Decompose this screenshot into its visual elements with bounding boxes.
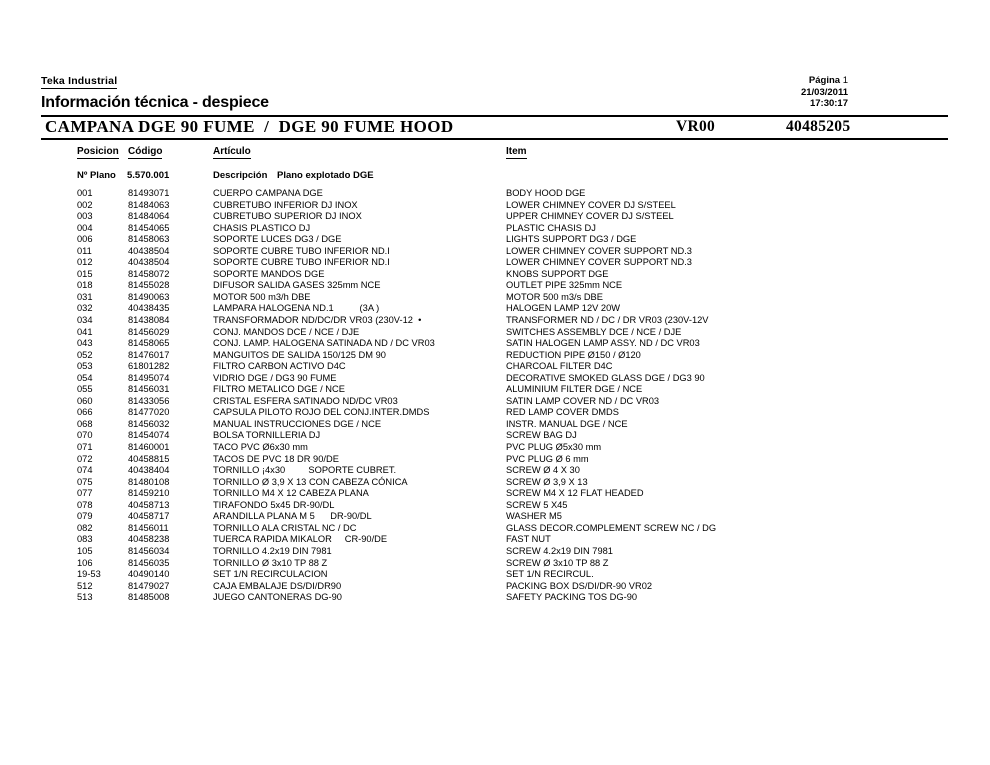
- cell-code: 40438404: [128, 465, 170, 476]
- cell-code: 40438504: [128, 245, 170, 256]
- cell-article: TIRAFONDO 5x45 DR-90/DL: [213, 499, 335, 510]
- cell-item: LIGHTS SUPPORT DG3 / DGE: [506, 234, 637, 245]
- cell-position: 068: [77, 418, 93, 429]
- model-band: [41, 116, 948, 138]
- cell-position: 513: [77, 592, 93, 603]
- cell-article: CAJA EMBALAJE DS/DI/DR90: [213, 580, 342, 591]
- table-row: [0, 361, 990, 373]
- table-row: [0, 269, 990, 281]
- cell-item: BODY HOOD DGE: [506, 188, 586, 198]
- table-row: [0, 303, 990, 315]
- cell-item: GLASS DECOR.COMPLEMENT SCREW NC / DG: [506, 522, 717, 533]
- plano-value: 5.570.001: [127, 170, 170, 181]
- cell-position: 012: [77, 257, 93, 268]
- cell-position: 052: [77, 349, 93, 360]
- cell-article: TORNILLO ALA CRISTAL NC / DC: [213, 522, 357, 533]
- table-row: [0, 384, 990, 396]
- cell-article: VIDRIO DGE / DG3 90 FUME: [213, 372, 337, 383]
- company-name: Teka Industrial: [41, 75, 118, 87]
- cell-item: TRANSFORMER ND / DC / DR VR03 (230V-12V: [506, 315, 709, 326]
- description-label: Descripción: [213, 170, 268, 181]
- cell-position: 003: [77, 211, 93, 222]
- cell-article: ARANDILLA PLANA M 5 DR-90/DL: [213, 511, 372, 522]
- cell-position: 018: [77, 280, 93, 291]
- table-row: [0, 257, 990, 269]
- table-row: [0, 454, 990, 466]
- cell-item: LOWER CHIMNEY COVER DJ S/STEEL: [506, 199, 676, 210]
- cell-item: SCREW Ø 4 X 30: [506, 465, 580, 476]
- cell-position: 002: [77, 199, 93, 210]
- cell-item: DECORATIVE SMOKED GLASS DGE / DG3 90: [506, 372, 705, 383]
- cell-code: 81456031: [128, 384, 170, 395]
- cell-code: 81476017: [128, 349, 170, 360]
- cell-position: 032: [77, 303, 93, 314]
- cell-code: 81480108: [128, 476, 170, 487]
- table-row: [0, 280, 990, 292]
- cell-position: 053: [77, 361, 93, 372]
- cell-code: 61801282: [128, 361, 170, 372]
- cell-article: JUEGO CANTONERAS DG-90: [213, 592, 342, 603]
- table-row: [0, 200, 990, 212]
- cell-position: 074: [77, 465, 93, 476]
- cell-code: 81456029: [128, 326, 170, 337]
- cell-item: OUTLET PIPE 325mm NCE: [506, 280, 623, 291]
- cell-item: PLASTIC CHASIS DJ: [506, 222, 596, 233]
- cell-position: 031: [77, 291, 93, 302]
- cell-article: TORNILLO Ø 3,9 X 13 CON CABEZA CÓNICA: [213, 476, 408, 487]
- cell-code: 40458815: [128, 453, 170, 464]
- column-header-article: Artículo: [213, 146, 251, 157]
- cell-code: 81456034: [128, 545, 170, 556]
- cell-position: 043: [77, 338, 93, 349]
- table-row: [0, 373, 990, 385]
- cell-code: 40438504: [128, 257, 170, 268]
- cell-article: CRISTAL ESFERA SATINADO ND/DC VR03: [213, 395, 398, 406]
- cell-item: WASHER M5: [506, 511, 562, 522]
- cell-code: 81459210: [128, 488, 170, 499]
- cell-position: 034: [77, 315, 93, 326]
- table-row: [0, 407, 990, 419]
- table-row: [0, 581, 990, 593]
- cell-article: SOPORTE CUBRE TUBO INFERIOR ND.I: [213, 245, 390, 256]
- cell-code: 81455028: [128, 280, 170, 291]
- cell-article: TACOS DE PVC 18 DR 90/DE: [213, 453, 339, 464]
- cell-item: INSTR. MANUAL DGE / NCE: [506, 418, 628, 429]
- cell-item: SCREW Ø 3x10 TP 88 Z: [506, 557, 609, 568]
- cell-article: MANGUITOS DE SALIDA 150/125 DM 90: [213, 349, 386, 360]
- cell-article: LAMPARA HALOGENA ND.1 (3A ): [213, 303, 380, 314]
- cell-article: DIFUSOR SALIDA GASES 325mm NCE: [213, 280, 381, 291]
- cell-position: 106: [77, 557, 93, 568]
- cell-item: SET 1/N RECIRCUL.: [506, 569, 594, 580]
- cell-code: 81495074: [128, 372, 170, 383]
- cell-position: 054: [77, 372, 93, 383]
- table-row: [0, 500, 990, 512]
- table-row: [0, 419, 990, 431]
- cell-code: 81484063: [128, 199, 170, 210]
- cell-item: SCREW 4.2x19 DIN 7981: [506, 545, 613, 556]
- cell-article: CHASIS PLASTICO DJ: [213, 222, 311, 233]
- cell-article: TORNILLO ¡4x30 SOPORTE CUBRET.: [213, 465, 397, 476]
- table-row: [0, 292, 990, 304]
- cell-code: 81458063: [128, 234, 170, 245]
- cell-item: UPPER CHIMNEY COVER DJ S/STEEL: [506, 211, 674, 222]
- cell-code: 81456032: [128, 418, 170, 429]
- cell-item: REDUCTION PIPE Ø150 / Ø120: [506, 349, 641, 360]
- cell-position: 001: [77, 188, 93, 198]
- cell-code: 81454065: [128, 222, 170, 233]
- cell-item: LOWER CHIMNEY COVER SUPPORT ND.3: [506, 257, 692, 268]
- cell-code: 81433056: [128, 395, 170, 406]
- plano-label: Nº Plano: [77, 170, 116, 181]
- print-time: 17:30:17: [809, 98, 848, 109]
- cell-article: TACO PVC Ø6x30 mm: [213, 442, 308, 453]
- model-name: CAMPANA DGE 90 FUME / DGE 90 FUME HOOD: [45, 117, 454, 136]
- cell-item: FAST NUT: [506, 534, 551, 545]
- cell-code: 81493071: [128, 188, 170, 198]
- table-row: [0, 465, 990, 477]
- cell-item: RED LAMP COVER DMDS: [506, 407, 619, 418]
- cell-position: 055: [77, 384, 93, 395]
- cell-position: 006: [77, 234, 93, 245]
- cell-code: 81485008: [128, 592, 170, 603]
- table-row: [0, 523, 990, 535]
- cell-item: SATIN HALOGEN LAMP ASSY. ND / DC VR03: [506, 338, 700, 349]
- cell-item: ALUMINIUM FILTER DGE / NCE: [506, 384, 643, 395]
- cell-item: PVC PLUG Ø5x30 mm: [506, 442, 602, 453]
- parts-table: [0, 188, 990, 604]
- cell-position: 066: [77, 407, 93, 418]
- table-row: [0, 188, 990, 200]
- cell-item: SCREW M4 X 12 FLAT HEADED: [506, 488, 644, 499]
- cell-item: SCREW 5 X45: [506, 499, 568, 510]
- cell-code: 81484064: [128, 211, 170, 222]
- table-row: [0, 442, 990, 454]
- cell-code: 81458065: [128, 338, 170, 349]
- header-meta: [801, 75, 848, 110]
- cell-article: CUBRETUBO SUPERIOR DJ INOX: [213, 211, 362, 222]
- cell-article: CUBRETUBO INFERIOR DJ INOX: [213, 199, 358, 210]
- cell-article: MOTOR 500 m3/h DBE: [213, 291, 311, 302]
- cell-position: 060: [77, 395, 93, 406]
- cell-position: 083: [77, 534, 93, 545]
- column-header-code: Código: [128, 146, 163, 157]
- cell-position: 512: [77, 580, 93, 591]
- page-label: Página: [808, 75, 841, 86]
- cell-code: 40490140: [128, 569, 170, 580]
- cell-position: 19-53: [77, 569, 101, 580]
- cell-article: SOPORTE LUCES DG3 / DGE: [213, 234, 342, 245]
- cell-item: SCREW Ø 3,9 X 13: [506, 476, 588, 487]
- cell-position: 077: [77, 488, 93, 499]
- cell-position: 072: [77, 453, 93, 464]
- cell-code: 81438084: [128, 315, 170, 326]
- column-header-item: Item: [506, 146, 527, 157]
- cell-code: 40458238: [128, 534, 170, 545]
- table-row: [0, 338, 990, 350]
- cell-item: SATIN LAMP COVER ND / DC VR03: [506, 395, 660, 406]
- cell-item: SWITCHES ASSEMBLY DCE / NCE / DJE: [506, 326, 682, 337]
- cell-position: 082: [77, 522, 93, 533]
- page-number: 1: [842, 75, 848, 86]
- cell-position: 011: [77, 245, 92, 256]
- table-row: [0, 558, 990, 570]
- cell-article: CONJ. LAMP. HALOGENA SATINADA ND / DC VR03: [213, 338, 435, 349]
- table-row: [0, 477, 990, 489]
- cell-item: KNOBS SUPPORT DGE: [506, 268, 609, 279]
- cell-item: LOWER CHIMNEY COVER SUPPORT ND.3: [506, 245, 692, 256]
- cell-item: SAFETY PACKING TOS DG-90: [506, 592, 638, 603]
- table-row: [0, 315, 990, 327]
- cell-code: 40458713: [128, 499, 170, 510]
- cell-item: HALOGEN LAMP 12V 20W: [506, 303, 621, 314]
- table-row: [0, 223, 990, 235]
- table-row: [0, 511, 990, 523]
- table-row: [0, 546, 990, 558]
- table-row: [0, 430, 990, 442]
- cell-position: 075: [77, 476, 93, 487]
- table-row: [0, 327, 990, 339]
- cell-position: 015: [77, 268, 93, 279]
- cell-position: 004: [77, 222, 93, 233]
- cell-article: TORNILLO M4 X 12 CABEZA PLANA: [213, 488, 369, 499]
- cell-code: 81460001: [128, 442, 170, 453]
- cell-position: 079: [77, 511, 93, 522]
- cell-position: 071: [77, 442, 93, 453]
- cell-position: 070: [77, 430, 93, 441]
- cell-code: 40458717: [128, 511, 170, 522]
- cell-article: TORNILLO 4.2x19 DIN 7981: [213, 545, 332, 556]
- table-row: [0, 488, 990, 500]
- cell-article: SET 1/N RECIRCULACION: [213, 569, 328, 580]
- page-title: Información técnica - despiece: [41, 94, 269, 111]
- cell-position: 078: [77, 499, 93, 510]
- cell-article: FILTRO CARBON ACTIVO D4C: [213, 361, 346, 372]
- model-code: 40485205: [786, 118, 851, 135]
- cell-article: CUERPO CAMPANA DGE: [213, 188, 323, 198]
- page-indicator: [801, 75, 848, 87]
- cell-article: CAPSULA PILOTO ROJO DEL CONJ.INTER.DMDS: [213, 407, 430, 418]
- cell-code: 81479027: [128, 580, 170, 591]
- table-row: [0, 246, 990, 258]
- cell-code: 81490063: [128, 291, 170, 302]
- table-row: [0, 396, 990, 408]
- column-header-position: Posicion: [77, 146, 119, 157]
- print-date: 21/03/2011: [800, 86, 848, 98]
- cell-item: SCREW BAG DJ: [506, 430, 577, 441]
- cell-code: 81456035: [128, 557, 170, 568]
- table-row: [0, 350, 990, 362]
- cell-code: 81458072: [128, 268, 170, 279]
- cell-code: 81456011: [128, 522, 169, 533]
- table-row: [0, 534, 990, 546]
- table-row: [0, 234, 990, 246]
- cell-article: BOLSA TORNILLERIA DJ: [213, 430, 321, 441]
- cell-article: FILTRO METALICO DGE / NCE: [213, 384, 345, 395]
- description-value: Plano explotado DGE: [277, 170, 374, 181]
- divider-middle: [41, 138, 948, 140]
- cell-code: 81477020: [128, 407, 170, 418]
- table-row: [0, 569, 990, 581]
- cell-position: 105: [77, 545, 93, 556]
- cell-item: MOTOR 500 m3/s DBE: [506, 291, 603, 302]
- cell-article: CONJ. MANDOS DCE / NCE / DJE: [213, 326, 360, 337]
- cell-position: 041: [77, 326, 93, 337]
- table-row: [0, 211, 990, 223]
- cell-item: CHARCOAL FILTER D4C: [506, 361, 613, 372]
- cell-article: TRANSFORMADOR ND/DC/DR VR03 (230V-12 •: [213, 315, 422, 326]
- model-version: VR00: [676, 118, 716, 135]
- cell-item: PVC PLUG Ø 6 mm: [506, 453, 589, 464]
- cell-article: SOPORTE MANDOS DGE: [213, 268, 325, 279]
- cell-article: SOPORTE CUBRE TUBO INFERIOR ND.I: [213, 257, 390, 268]
- cell-article: TORNILLO Ø 3x10 TP 88 Z: [213, 557, 328, 568]
- cell-article: TUERCA RAPIDA MIKALOR CR-90/DE: [213, 534, 388, 545]
- table-row: [0, 592, 990, 604]
- cell-code: 40438435: [128, 303, 170, 314]
- cell-item: PACKING BOX DS/DI/DR-90 VR02: [506, 580, 653, 591]
- cell-code: 81454074: [128, 430, 170, 441]
- cell-article: MANUAL INSTRUCCIONES DGE / NCE: [213, 418, 382, 429]
